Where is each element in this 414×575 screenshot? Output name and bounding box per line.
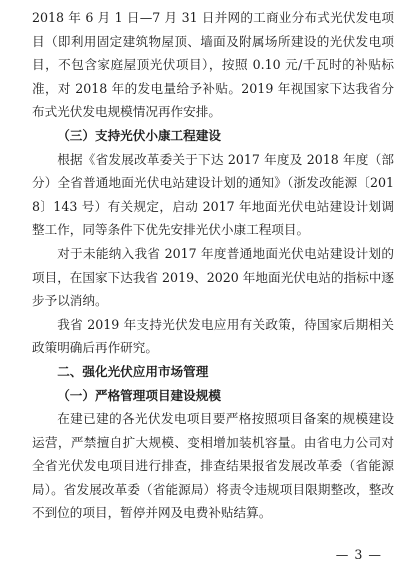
document-body bbox=[32, 6, 394, 525]
paragraph-2019-policy: 我省 2019 年支持光伏发电应用有关政策，待国家后期相关政策明确后再作研究。 bbox=[32, 316, 394, 356]
paragraph-construction-plan: 根据《省发展改革委关于下达 2017 年度及 2018 年度（部分）全省普通地面光伏电站建设计划的通知》（浙发改能源〔2018〕143 号）有关规定，启动 2017 年地面光伏电站建设计划调整工作，同等条件下优先安排光伏小康工程项目。 bbox=[32, 151, 394, 238]
paragraph-scale-rectification: 在建已建的各光伏发电项目要严格按照项目备案的规模建设运营，严禁擅自扩大规模、变相增加装机容量。由省电力公司对全省光伏发电项目进行排查，排查结果报省发展改革委（省能源局）。省发展改革委（省能源局）将责令违规项目限期整改，整改不到位的项目，暂停并网及电费补贴结算。 bbox=[32, 411, 394, 521]
paragraph-feed-in-subsidy: 2018 年 6 月 1 日—7 月 31 日并网的工商业分布式光伏发电项目（即利用固定建筑物屋顶、墙面及附属场所建设的光伏发电项目，不包含家庭屋顶光伏项目），按照 0.10 元/千瓦时的补贴标准，对 2018 年的发电量给予补贴。2019 年视国家下达我省分布式光伏发电规模情况再作安排。 bbox=[32, 10, 394, 120]
section-heading-poverty-alleviation: （三）支持光伏小康工程建设 bbox=[57, 127, 221, 143]
section-heading-market-management: 二、强化光伏应用市场管理 bbox=[57, 363, 209, 379]
paragraph-unincluded-projects: 对于未能纳入我省 2017 年度普通地面光伏电站建设计划的项目，在国家下达我省 2019、2020 年地面光伏电站的指标中逐步予以消纳。 bbox=[32, 245, 394, 309]
page-number: — 3 — bbox=[335, 547, 382, 562]
subsection-heading-scale-management: （一）严格管理项目建设规模 bbox=[57, 387, 221, 403]
